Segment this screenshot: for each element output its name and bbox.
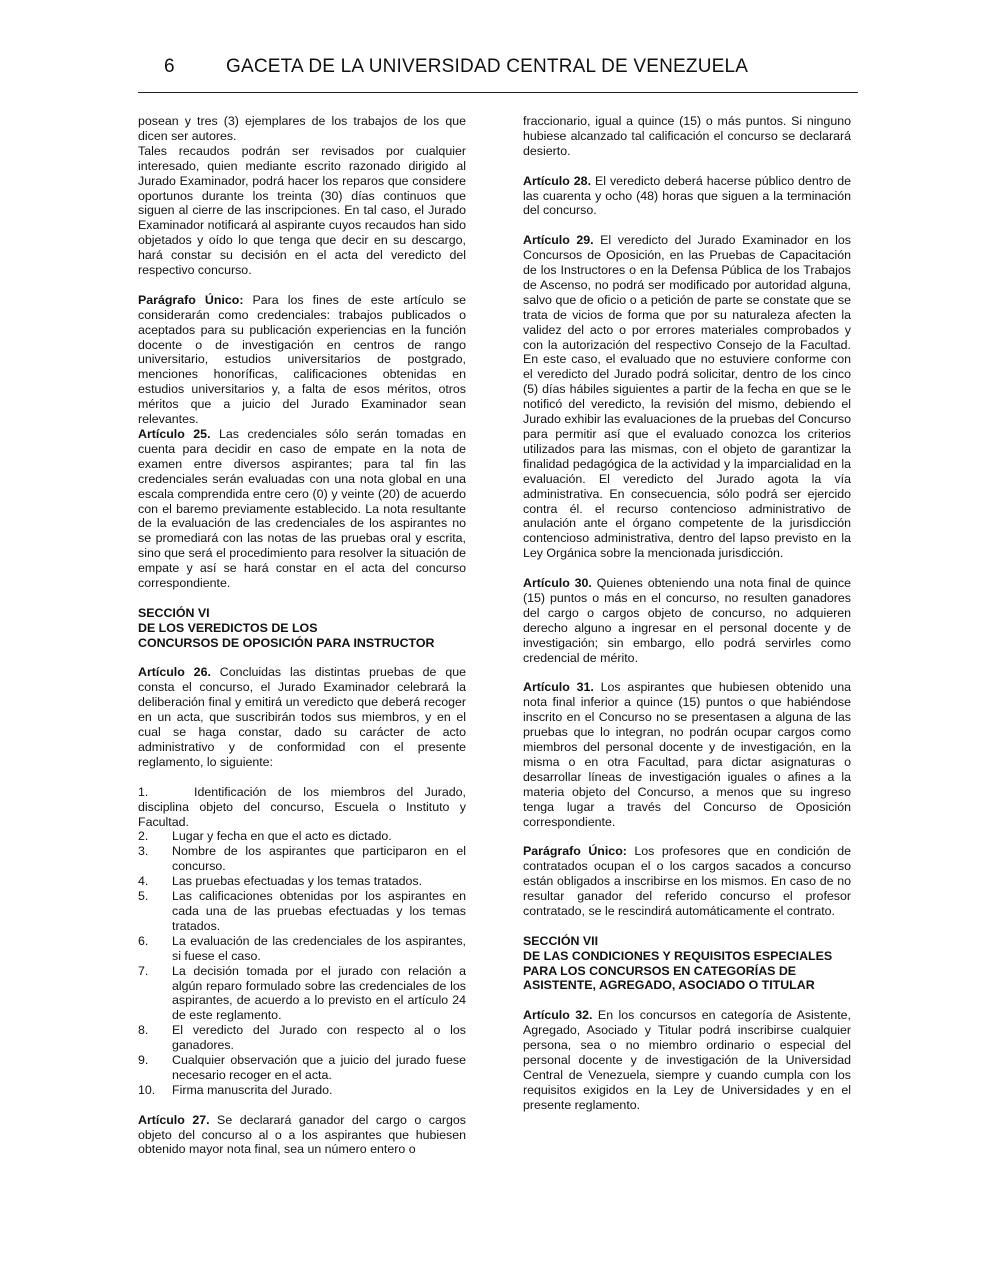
list-item-number: 4.: [138, 874, 149, 889]
article-label: Artículo 26.: [138, 665, 211, 680]
list-item-number: 3.: [138, 844, 149, 859]
list-item: [138, 889, 466, 934]
article-30: [523, 576, 851, 665]
section-subtitle: DE LAS CONDICIONES Y REQUISITOS ESPECIALES: [523, 948, 833, 963]
list-item-text: Nombre de los aspirantes que participaron en el concurso.: [172, 844, 466, 874]
gazette-title: GACETA DE LA UNIVERSIDAD CENTRAL DE VENEZUELA: [226, 56, 749, 77]
paragrafo-label: Parágrafo Único:: [523, 844, 627, 859]
article-26: [138, 665, 466, 769]
left-column: [138, 114, 466, 1157]
list-item-text: Firma manuscrita del Jurado.: [172, 1082, 333, 1097]
list-item-number: 7.: [138, 963, 149, 978]
list-item-number: 8.: [138, 1023, 149, 1038]
article-29: [523, 233, 851, 561]
list-item: [138, 964, 466, 1024]
article-text: Se declarará ganador del cargo o cargos objeto del concurso al o a los aspirantes que hubiesen obtenido mayor nota final, sea un número entero o: [138, 1112, 466, 1157]
article-label: Artículo 25.: [138, 427, 211, 442]
list-item: [138, 874, 466, 889]
list-item: [138, 844, 466, 874]
list-item: [138, 785, 466, 830]
list-item-text: La evaluación de las credenciales de los aspirantes, si fuese el caso.: [172, 933, 466, 963]
article-25: [138, 427, 466, 591]
article-text: Concluidas las distintas pruebas de que consta el concurso, el Jurado Examinador celebrará la deliberación final y emitirá un veredicto que deberá recoger en un acta, que suscribirán todos sus miembros, y en el cual se haga constar, dado su carácter de acto administrativo y de conformidad con el presente reglamento, lo siguiente:: [138, 665, 467, 769]
list-item-number: 10.: [138, 1082, 156, 1097]
list-item-text: El veredicto del Jurado con respecto al o los ganadores.: [172, 1023, 466, 1053]
right-column: [523, 114, 851, 1113]
article-label: Artículo 30.: [523, 576, 592, 591]
list-item: [138, 1083, 466, 1098]
section-subtitle: DE LOS VEREDICTOS DE LOS: [138, 620, 318, 635]
list-item-text: Cualquier observación que a juicio del jurado fuese necesario recoger en el acta.: [172, 1053, 466, 1082]
list-item-text: Las calificaciones obtenidas por los aspirantes en cada una de las pruebas efectuadas y los temas tratados.: [172, 889, 466, 933]
list-item: [138, 934, 466, 964]
requirements-list: [138, 829, 466, 1097]
article-text: En los concursos en categoría de Asistente, Agregado, Asociado y Titular podrá inscribirse cualquier persona, sea o no miembro ordinario o especial del personal docente y de investigación de la Universidad Central de Venezuela, siempre y cuando cumpla con los requisitos exigidos en la Ley de Universidades y en el presente reglamento.: [523, 1008, 851, 1112]
list-item: [138, 1023, 466, 1053]
list-item-text: Lugar y fecha en que el acto es dictado.: [172, 829, 392, 844]
list-item-number: 6.: [138, 933, 149, 948]
section-title: SECCIÓN VI: [138, 605, 210, 620]
section-subtitle: ASISTENTE, AGREGADO, ASOCIADO O TITULAR: [523, 978, 815, 993]
list-item: [138, 829, 466, 844]
article-label: Artículo 28.: [523, 173, 592, 188]
list-item-number: 5.: [138, 889, 149, 904]
article-label: Artículo 32.: [523, 1008, 593, 1023]
paragraph: fraccionario, igual a quince (15) o más puntos. Si ninguno hubiese alcanzado tal calificación el concurso se declarará desierto.: [523, 114, 851, 158]
article-text: Quienes obteniendo una nota final de quince (15) puntos o más en el concurso, no resulten ganadores del cargo o cargos objeto de concurso, no adquieren derecho alguno a ingresar en el personal docente y de investigación; sin embargo, ello podrá servirles como credencial de mérito.: [523, 576, 851, 665]
paragraph: posean y tres (3) ejemplares de los trabajos de los que dicen ser autores.: [138, 114, 466, 143]
article-31: [523, 680, 851, 829]
article-label: Artículo 31.: [523, 680, 594, 695]
section-subtitle: PARA LOS CONCURSOS EN CATEGORÍAS DE: [523, 963, 797, 978]
article-text: El veredicto del Jurado Examinador en los Concursos de Oposición, en las Pruebas de Capacitación de los Instructores o en la Defensa Pública de los Trabajos de Ascenso, no podrá ser modificado por autoridad alguna, salvo que de oficio o a petición de parte se constate que se trata de vicios de forma que por su naturaleza afecten la validez del acto o por errores materiales comprobados y con la autorización del respectivo Consejo de la Facultad. En este caso, el evaluado que no estuviere conforme con el veredicto del Jurado podrá solicitar, dentro de los cinco (5) días hábiles siguientes a partir de la fecha en que se le notificó del veredicto, la revisión del mismo, debiendo el Jurado exhibir las evaluaciones de la pruebas del Concurso para permitir así que el evaluado conozca los criterios utilizados para las mismas, con el objeto de garantizar la finalidad pedagógica de la actividad y la imparcialidad en la evaluación. El veredicto del Jurado agota la vía administrativa. En consecuencia, sólo podrá ser ejercido contra él. el recurso contencioso administrativo de anulación ante el órgano competente de la jurisdicción contencioso administrativa, dentro del lapso previsto en la Ley Orgánica sobre la mencionada jurisdicción.: [523, 233, 851, 561]
paragrafo-text: Los profesores que en condición de contratados ocupan el o los cargos sacados a concurso están obligados a inscribirse en los mismos. En caso de no resultar ganador del referido concurso el profesor contratado, se le rescindirá automáticamente el contrato.: [523, 844, 851, 918]
list-item-number: 9.: [138, 1053, 149, 1068]
list-item-number: 2.: [138, 829, 149, 844]
page-header: [138, 56, 858, 93]
list-item: [138, 1053, 466, 1083]
list-item-number: 1.: [138, 784, 149, 799]
list-item-text: Identificación de los miembros del Jurado, disciplina objeto del concurso, Escuela o Instituto y Facultad.: [138, 784, 466, 829]
paragrafo-unico: [523, 844, 851, 919]
article-28: [523, 174, 851, 219]
paragraph: Tales recaudos podrán ser revisados por cualquier interesado, quien mediante escrito razonado dirigido al Jurado Examinador, podrá hacer los reparos que considere oportunos durante los treinta (30) días continuos que siguen al cierre de las inscripciones. En tal caso, el Jurado Examinador notificará al aspirante cuyos recaudos han sido objetados y oído lo que tenga que decir en su descargo, hará constar su decisión en el acta del veredicto del respectivo concurso.: [138, 143, 466, 278]
paragrafo-unico: [138, 293, 466, 427]
page-number: 6: [164, 56, 175, 77]
article-label: Artículo 29.: [523, 233, 594, 248]
section-subtitle: CONCURSOS DE OPOSICIÓN PARA INSTRUCTOR: [138, 635, 435, 650]
paragrafo-text: Para los fines de este artículo se considerarán como credenciales: trabajos publicados o aceptados para su publicación experiencias en la función docente o de investigación en centros de rango universitario, estudios universitarios de postgrado, menciones honoríficas, calificaciones obtenidas en estudios universitarios y, a falta de esos méritos, otros méritos que a juicio del Jurado Examinador sean relevantes.: [138, 292, 466, 427]
article-text: Las credenciales sólo serán tomadas en cuenta para decidir en caso de empate en la nota de examen entre diversos aspirantes; para tal fin las credenciales serán evaluadas con una nota global en una escala comprendida entre cero (0) y veinte (20) de acuerdo con el baremo previamente establecido. La nota resultante de la evaluación de las credenciales de los aspirantes no se promediará con las notas de las pruebas oral y escrita, sino que será el procedimiento para resolver la situación de empate y así se hará constar en el acta del concurso correspondiente.: [138, 427, 466, 591]
article-27: [138, 1113, 466, 1158]
section-title: SECCIÓN VII: [523, 933, 599, 948]
list-item-text: Las pruebas efectuadas y los temas tratados.: [172, 874, 423, 889]
paragrafo-label: Parágrafo Único:: [138, 292, 244, 307]
list-item-text: La decisión tomada por el jurado con relación a algún reparo formulado sobre las credenciales de los aspirantes, de acuerdo a lo previsto en el artículo 24 de este reglamento.: [172, 963, 466, 1023]
article-text: El veredicto deberá hacerse público dentro de las cuarenta y ocho (48) horas que siguen a la terminación del concurso.: [523, 173, 851, 218]
article-32: [523, 1008, 851, 1112]
article-text: Los aspirantes que hubiesen obtenido una nota final inferior a quince (15) puntos o que habiéndose inscrito en el Concurso no se presentasen a alguna de las pruebas que lo integran, no podrán ocupar cargos como miembros del personal docente y de investigación, en la misma o en otra Facultad, para dictar asignaturas o desarrollar líneas de investigación iguales o afines a la materia objeto del Concurso, a menos que su ingreso tenga lugar a través del Concurso de Oposición correspondiente.: [523, 680, 851, 829]
article-label: Artículo 27.: [138, 1112, 210, 1127]
